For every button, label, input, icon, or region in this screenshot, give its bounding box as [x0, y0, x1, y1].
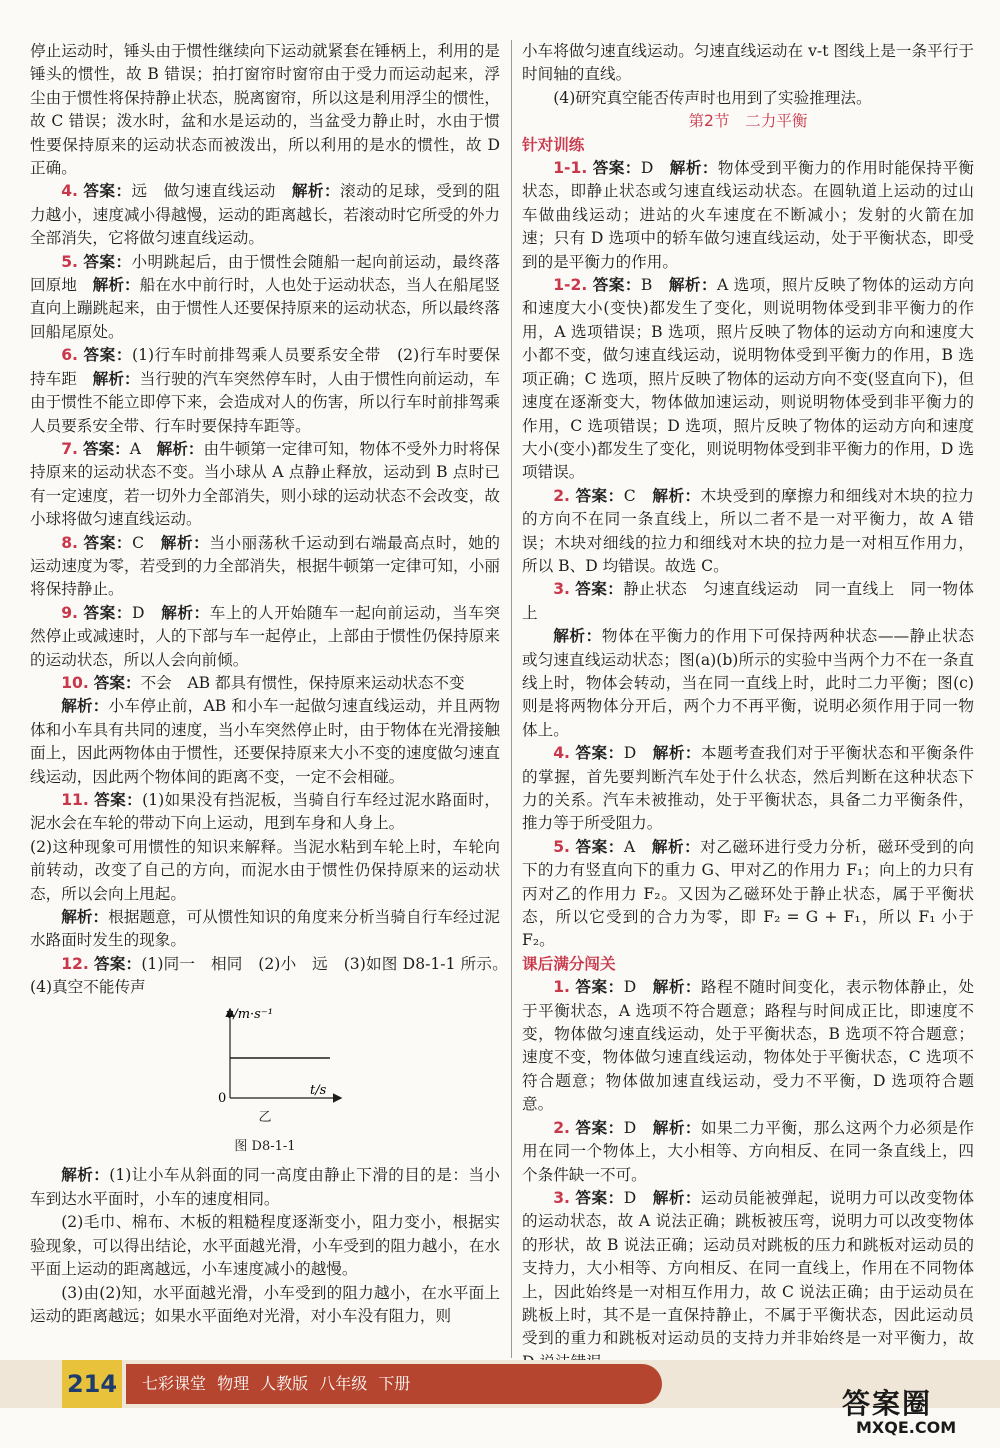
- answer-item-4-right: 4. 答案：D 解析：本题考查我们对于平衡状态和平衡条件的掌握，首先要判断汽车处于什么状态，然后判断在这种状态下力的关系。汽车未被推动，处于平衡状态，具备二力平衡条件，推力等于所受阻力。: [522, 744, 974, 833]
- figure-caption: 图 D8-1-1: [234, 1139, 296, 1155]
- answer-item-12-analysis-3: (3)由(2)知，水平面越光滑，小车受到的阻力越小，在水平面上运动的距离越远；如果水平面绝对光滑，对小车没有阻力，则: [30, 1283, 500, 1325]
- watermark-en: MXQE.COM: [856, 1418, 957, 1437]
- book-info-band: 七彩课堂 物理 人教版 八年级 下册: [126, 1364, 662, 1404]
- column-divider: [511, 40, 512, 1358]
- answer-item-3-analysis: 解析：物体在平衡力的作用下可保持两种状态——静止状态或匀速直线运动状态；图(a)(b)所示的实验中当两个力不在一条直线上时，物体会转动，当在同一直线上时，此时二力平衡；图(c)则是将两物体分开后，两个力不再平衡，说明必须作用于同一物体上。: [522, 627, 974, 739]
- section-title: 第2节 二力平衡: [688, 112, 808, 131]
- page-number: 214: [62, 1360, 122, 1408]
- origin-label: 0: [218, 1090, 227, 1104]
- section-heading-practice: 针对训练: [522, 135, 585, 154]
- answer-item-9: 9. 答案：D 解析：车上的人开始随车一起向前运动，当车突然停止或减速时，人的下部与车一起停止，上部由于惯性仍保持原来的运动状态，所以人会向前倾。: [30, 603, 500, 669]
- answer-item-1-2: 1-2. 答案：B 解析：A 选项，照片反映了物体的运动方向和速度大小(变快)都发生了变化，则说明物体受到非平衡力的作用，A 选项错误；B 选项，照片反映了物体的运动方向和速度大小都不变，做匀速直线运动，说明物体受到平衡力的作用，B 选项正确；C 选项，照片反映了物体的运动方向不变(竖直向下)，但速度在逐渐变大，物体做加速运动，则说明物体受到非平衡力的作用，C 选项错误；D 选项，照片反映了物体的运动方向和速度大小(变小)都发生了变化，则说明物体受到非平衡力的作用，D 选项错误。: [522, 276, 974, 482]
- answer-item-11: 11. 答案：(1)如果没有挡泥板，当骑自行车经过泥水路面时，泥水会在车轮的带动下向上运动，甩到车身和人身上。: [30, 791, 500, 833]
- figure-sub-label: 乙: [258, 1109, 272, 1125]
- right-column: [522, 40, 974, 1398]
- homework-item-1: 1. 答案：D 解析：路程不随时间变化，表示物体静止，处于平衡状态，A 选项不符合题意；路程与时间成正比，即速度不变，物体做匀速直线运动，处于平衡状态，B 选项不符合题意；速度不变，物体做匀速直线运动，物体处于平衡状态，C 选项不符合题意；物体做加速直线运动，受力不平衡，D 选项符合题意。: [522, 978, 974, 1114]
- answer-item-11-part2: (2)这种现象可用惯性的知识来解释。当泥水粘到车轮上时，车轮向前转动，改变了自己的方向，而泥水由于惯性仍保持原来的运动状态，所以会向上甩起。: [30, 837, 500, 903]
- answer-item-6: 6. 答案：(1)行车时前排驾乘人员要系安全带 (2)行车时要保持车距 解析：当行驶的汽车突然停车时，人由于惯性向前运动，车由于惯性不能立即停下来，会造成对人的伤害，所以行车时前排驾乘人员要系安全带、行车时要保持车距等。: [30, 346, 500, 435]
- answer-item-11-analysis: 解析：根据题意，可从惯性知识的角度来分析当骑自行车经过泥水路面时发生的现象。: [30, 908, 500, 950]
- answer-item-2: 2. 答案：C 解析：木块受到的摩擦力和细线对木块的拉力的方向不在同一条直线上，所以二者不是一对平衡力，故 A 错误；木块对细线的拉力和细线对木块的拉力是一对相互作用力，所以 B、D 均错误。故选 C。: [522, 486, 974, 575]
- site-watermark: [842, 1382, 992, 1442]
- homework-item-2: 2. 答案：D 解析：如果二力平衡，那么这两个力必须是作用在同一个物体上，大小相等、方向相反、在同一条直线上，四个条件缺一不可。: [522, 1118, 974, 1184]
- continued-paragraph: 停止运动时，锤头由于惯性继续向下运动就紧套在锤柄上，利用的是锤头的惯性，故 B 错误；拍打窗帘时窗帘由于受力而运动起来，浮尘由于惯性将保持静止状态，脱离窗帘，所以这是利用浮尘的惯性，故 C 错误；泼水时，盆和水是运动的，当盆受力静止时，水由于惯性要保持原来的运动状态而被泼出，所以利用的是水的惯性，故 D 正确。: [30, 42, 500, 178]
- answer-item-5: 5. 答案：小明跳起后，由于惯性会随船一起向前运动，最终落回原地 解析：船在水中前行时，人也处于运动状态，当人在船尾竖直向上蹦跳起来，由于惯性人还要保持原来的运动状态，所以最终落回船尾原处。: [30, 252, 500, 341]
- answer-item-12-analysis-2: (2)毛巾、棉布、木板的粗糙程度逐渐变小，阻力变小，根据实验现象，可以得出结论，水平面越光滑，小车受到的阻力越小，在水平面上运动的距离越远，小车速度减小的越慢。: [30, 1213, 500, 1279]
- answer-item-4: 4. 答案：远 做匀速直线运动 解析：滚动的足球，受到的阻力越小，速度减小得越慢，运动的距离越长，若滚动时它所受的外力全部消失，它将做匀速直线运动。: [30, 182, 500, 248]
- x-axis-label: t/s: [310, 1082, 327, 1098]
- continued-paragraph-right-2: (4)研究真空能否传声时也用到了实验推理法。: [553, 88, 872, 107]
- answer-item-3: 3. 答案：静止状态 匀速直线运动 同一直线上 同一物体上: [522, 580, 974, 622]
- watermark-cn: 答案圈: [842, 1387, 933, 1420]
- vt-graph: [30, 1004, 500, 1104]
- answer-item-12-analysis: 解析：(1)让小车从斜面的同一高度由静止下滑的目的是：当小车到达水平面时，小车的速度相同。: [30, 1166, 500, 1208]
- answer-item-5-right: 5. 答案：A 解析：对乙磁环进行受力分析，磁环受到的向下的力有竖直向下的重力 G、甲对乙的作用力 F₁；向上的力只有丙对乙的作用力 F₂。又因为乙磁环处于静止状态，属于平衡状态，所以它受到的合力为零，即 F₂ = G + F₁，所以 F₁ 小于 F₂。: [522, 837, 974, 950]
- answer-item-12: 12. 答案：(1)同一 相同 (2)小 远 (3)如图 D8-1-1 所示。 (4)真空不能传声: [30, 954, 516, 997]
- answer-item-8: 8. 答案：C 解析：当小丽荡秋千运动到右端最高点时，她的运动速度为零，若受到的力全部消失，根据牛顿第一定律可知，小丽将保持静止。: [30, 533, 500, 599]
- y-axis-label: v/m·s⁻¹: [226, 1006, 273, 1022]
- answer-item-10-analysis: 解析：小车停止前，AB 和小车一起做匀速直线运动，并且两物体和小车具有共同的速度，当小车突然停止时，由于物体在光滑接触面上，因此两物体由于惯性，还要保持原来大小不变的速度做匀速直线运动，因此两个物体间的距离不变，一定不会相碰。: [30, 697, 500, 786]
- answer-item-7: 7. 答案：A 解析：由牛顿第一定律可知，物体不受外力时将保持原来的运动状态不变。当小球从 A 点静止释放，运动到 B 点时已有一定速度，若一切外力全部消失，则小球的运动状态不会改变，故小球将做匀速直线运动。: [30, 439, 500, 529]
- homework-item-3: 3. 答案：D 解析：运动员能被弹起，说明力可以改变物体的运动状态，故 A 说法正确；跳板被压弯，说明力可以改变物体的形状，故 B 说法正确；运动员对跳板的压力和跳板对运动员的支持力，大小相等、方向相反、在同一直线上，作用在不同物体上，因此始终是一对相互作用力，故 C 说法正确；由于运动员在跳板上时，其不是一直保持静止，不属于平衡状态，因此运动员受到的重力和跳板对运动员的支持力并非始终是一对平衡力，故: [522, 1188, 974, 1348]
- vt-graph-figure: [30, 1004, 500, 1104]
- section-heading-homework: 课后满分闯关: [522, 954, 616, 973]
- answer-item-1-1: 1-1. 答案：D 解析：物体受到平衡力的作用时能保持平衡状态，即静止状态或匀速直线运动状态。在圆轨道上运动的过山车做曲线运动；进站的火车速度在不断减小；发射的火箭在加速；只有 D 选项中的轿车做匀速直线运动，处于平衡状态，即受到的是平衡力的作用。: [522, 159, 974, 271]
- left-column: [30, 40, 516, 1328]
- answer-item-10: 10. 答案：不会 AB 都具有惯性，保持原来运动状态不变: [61, 673, 465, 692]
- continued-paragraph-right: 小车将做匀速直线运动。匀速直线运动在 v-t 图线上是一条平行于时间轴的直线。: [522, 42, 974, 84]
